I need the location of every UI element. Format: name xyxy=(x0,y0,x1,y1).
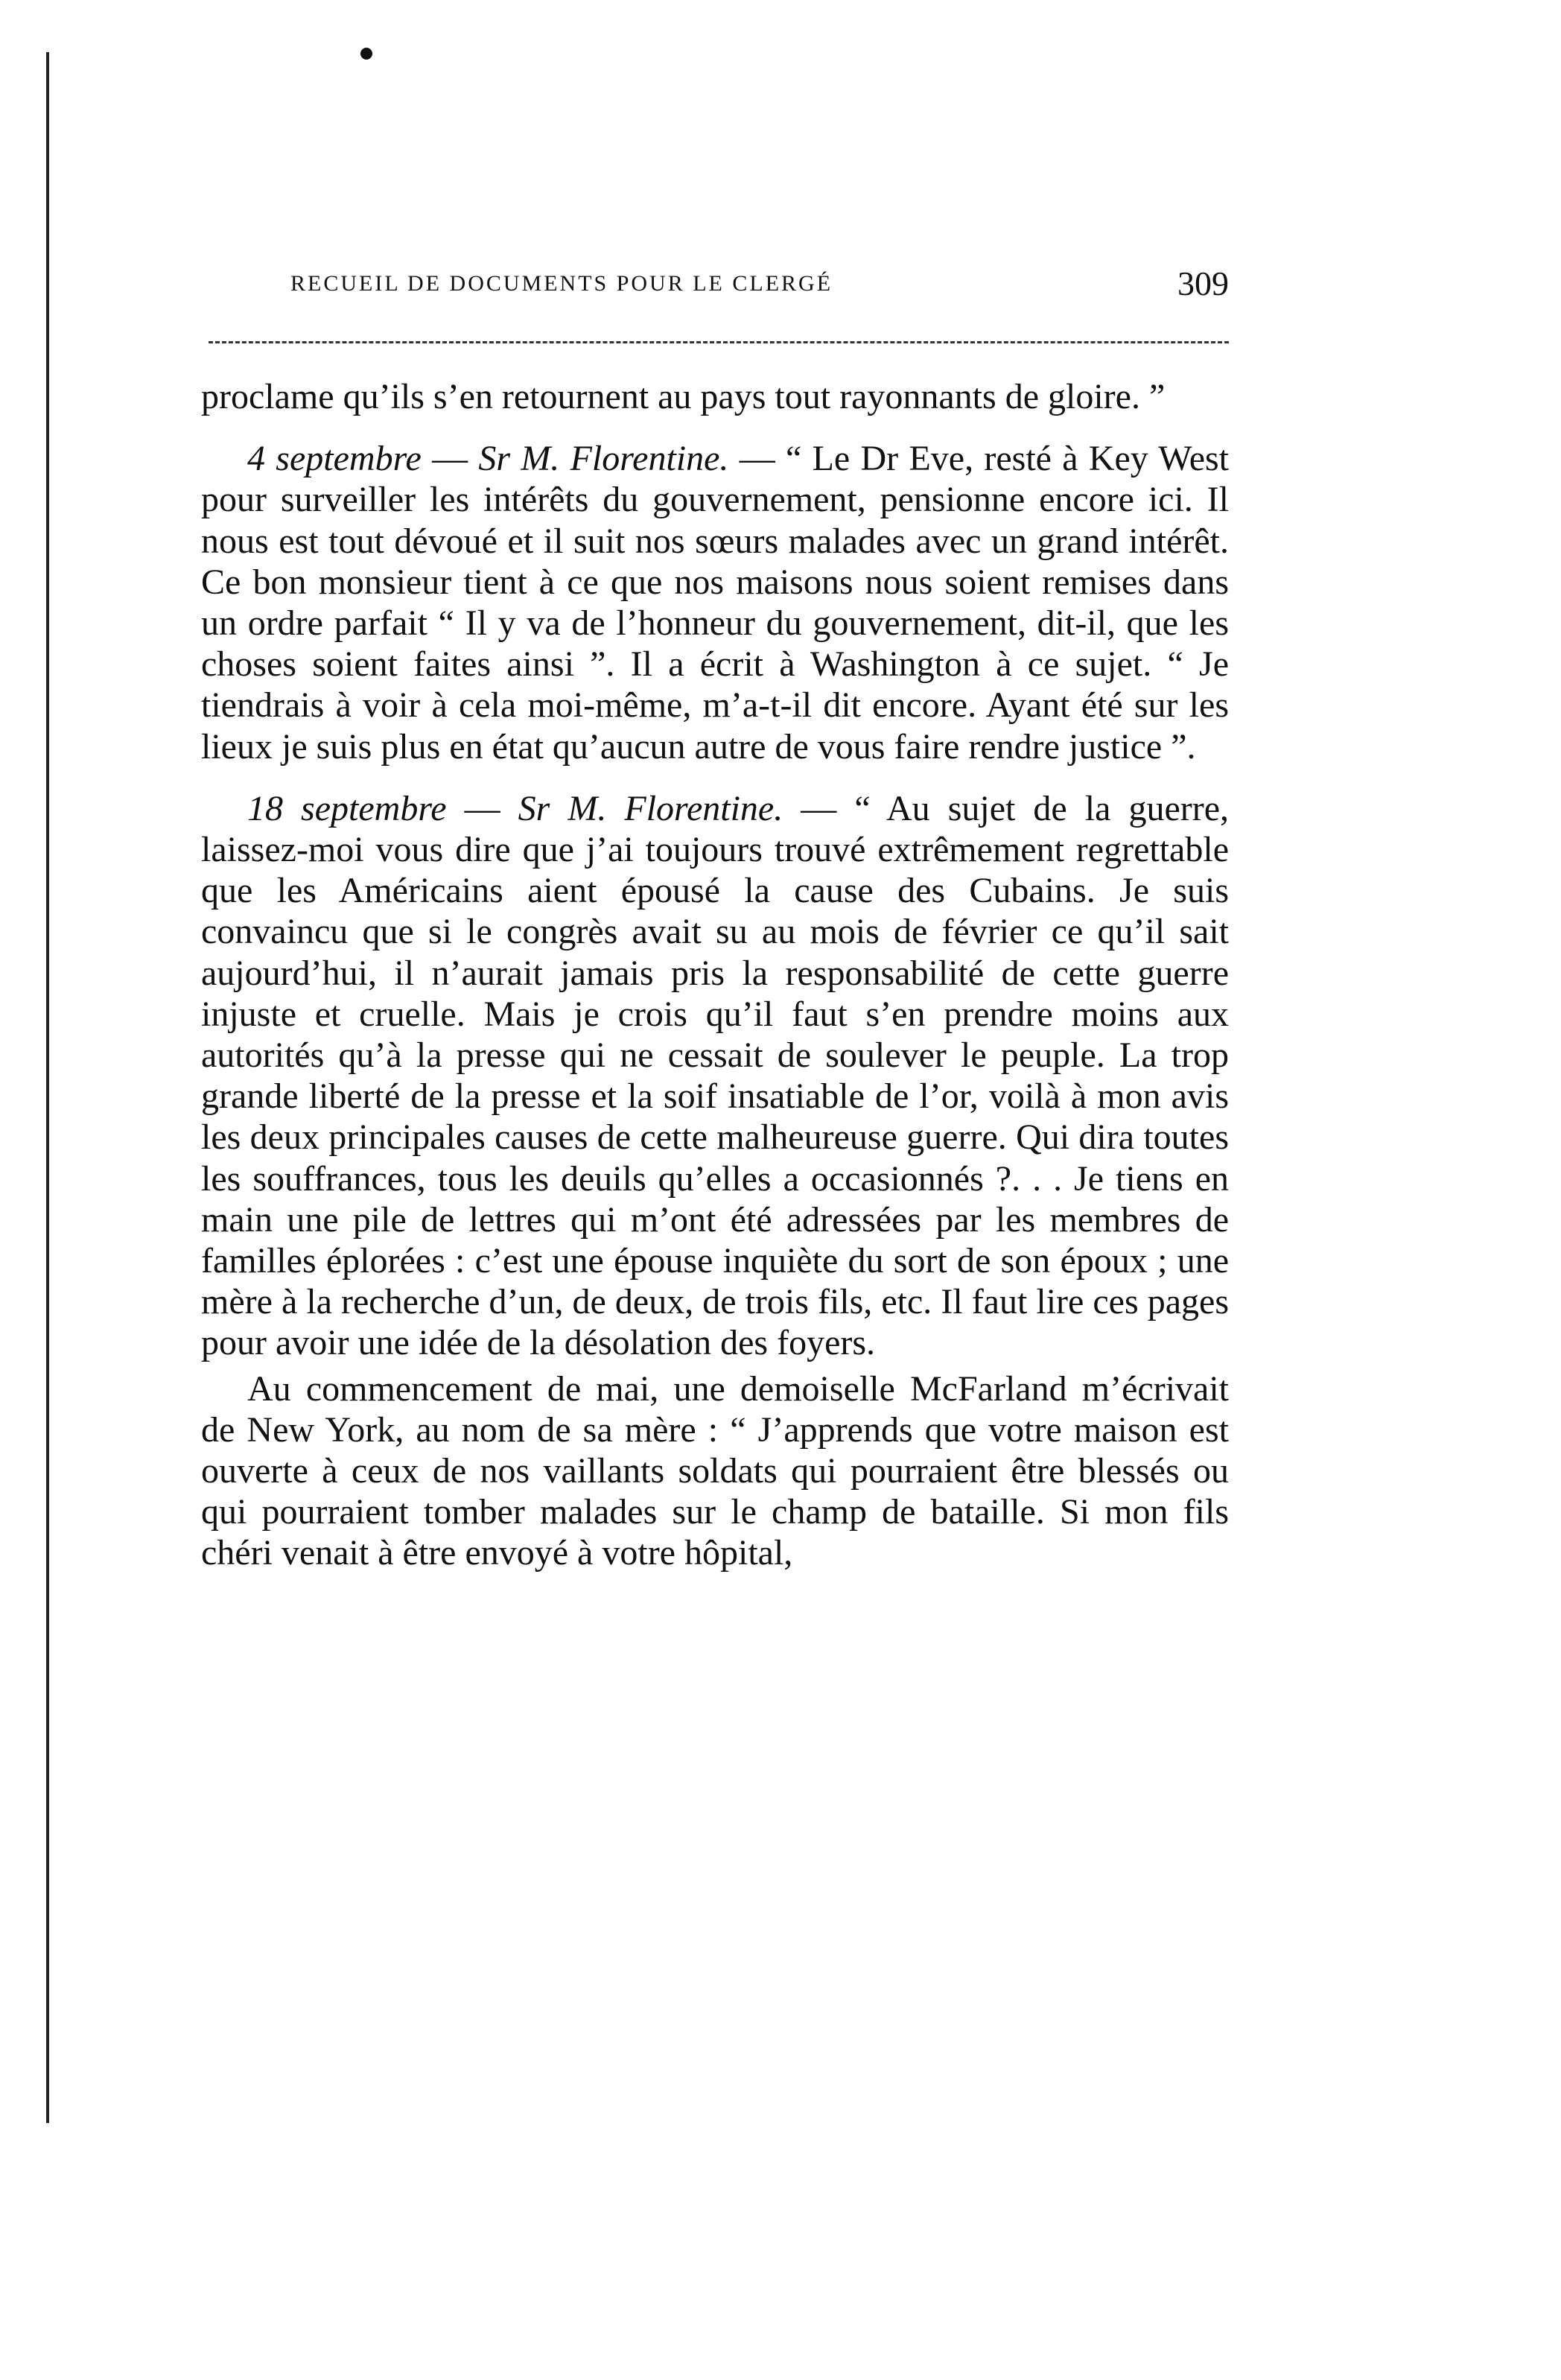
paragraph-text: — “ Le Dr Eve, resté à Key West pour surveiller les intérêts du gouvernement, pensionne encore ici. Il nous est tout dévoué et il suit nos sœurs malades avec un grand intérêt. Ce bon monsieur tient à ce que nos maisons nous soient remises dans un ordre parfait “ Il y va de l’honneur du gouvernement, dit-il, que les choses soient faites ainsi ”. Il a écrit à Washington à ce sujet. “ Je tiendrais à voir à cela moi-même, m’a-t-il dit encore. Ayant été sur les lieux je suis plus en état qu’aucun autre de vous faire rendre justice ”. xyxy=(201,439,1230,767)
separator: — xyxy=(421,439,479,479)
running-title: RECUEIL DE DOCUMENTS POUR LE CLERGÉ xyxy=(290,271,833,296)
paragraph xyxy=(201,438,1229,767)
letter-author: Sr M. Florentine. xyxy=(478,439,729,479)
letter-date: 4 septembre xyxy=(247,439,422,479)
paragraph-text: Au commencement de mai, une demoiselle McFarland m’écrivait de New York, au nom de sa mère : “ J’apprends que votre maison est ouverte à ceux de nos vaillants soldats qui pourraient être blessés ou qui pourraient tomber malades sur le champ de bataille. Si mon fils chéri venait à être envoyé à votre hôpital, xyxy=(201,1368,1229,1573)
paragraph xyxy=(201,1368,1229,1574)
paragraph-text: proclame qu’ils s’en retournent au pays tout rayonnants de gloire. ” xyxy=(201,377,1166,416)
separator: — xyxy=(446,788,518,828)
header-rule xyxy=(209,341,1229,343)
page-number: 309 xyxy=(1177,264,1229,302)
paragraph-text: — “ Au sujet de la guerre, laissez-moi vous dire que j’ai toujours trouvé extrêmement regrettable que les Américains aient épousé la cause des Cubains. Je suis convaincu que si le congrès avait su au mois de février ce qu’il sait aujourd’hui, il n’aurait jamais pris la responsabilité de cette guerre injuste et cruelle. Mais je crois qu’il faut s’en prendre moins aux autorités qu’à la presse qui ne cessait de soulever le peuple. La trop grande liberté de la presse et la soif insatiable de l’or, voilà à mon avis les deux principales causes de cette malheureuse guerre. Qui dira toutes les souffrances, tous les deuils qu’elles a occasionnés ?. . . Je tiens en main une pile de lettres qui m’ont été adressées par les membres de familles éplorées : c’est une épouse inquiète du sort de son époux ; une mère à la recherche d’un, de deux, de trois fils, etc. Il faut lire ces pages pour avoir une idée de la désolation des foyers. xyxy=(201,788,1230,1363)
page-header xyxy=(201,264,1229,311)
letter-date: 18 septembre xyxy=(247,788,447,828)
scan-margin-line xyxy=(46,52,49,2123)
ink-speck xyxy=(360,48,372,60)
letter-author: Sr M. Florentine. xyxy=(518,788,783,828)
paragraph xyxy=(201,376,1229,417)
paragraph xyxy=(201,788,1229,1364)
body-text xyxy=(201,376,1229,1574)
